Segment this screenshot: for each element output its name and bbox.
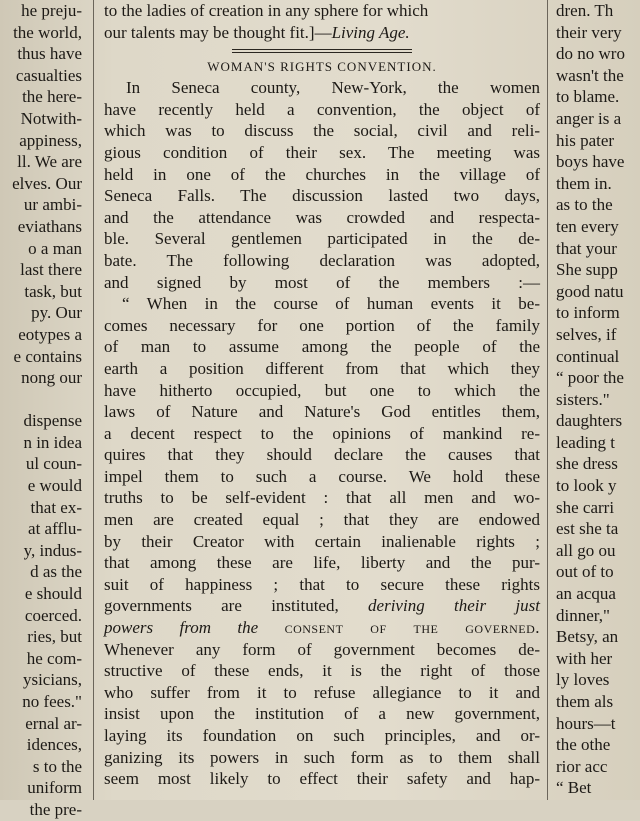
text-line: uniform bbox=[27, 778, 82, 798]
text-line: e should bbox=[24, 584, 82, 604]
text-line: thus have bbox=[17, 44, 82, 64]
text-line: ll. We are bbox=[17, 152, 82, 172]
text-line: Betsy, an bbox=[556, 627, 619, 647]
text-line: the pre- bbox=[29, 799, 82, 819]
text-line: them in. bbox=[556, 173, 612, 193]
text-line: dren. Th bbox=[556, 1, 614, 20]
text-line: o a man bbox=[28, 238, 82, 258]
text-line: that ex- bbox=[30, 497, 82, 517]
text-line: seem most likely to effect their safety and hap- bbox=[104, 769, 540, 789]
text-line: gious condition of their sex. The meeting was bbox=[104, 142, 540, 162]
text-line: men are created equal ; that they are endowed bbox=[104, 510, 540, 530]
text-line: In Seneca county, New-York, the women bbox=[126, 78, 540, 98]
text-line: last there bbox=[20, 260, 82, 280]
left-column bbox=[0, 0, 86, 819]
text-line: ur ambi- bbox=[23, 195, 82, 215]
text-line: n in idea bbox=[23, 432, 82, 452]
text-line: laws of Nature and Nature's God entitles them, bbox=[104, 402, 540, 422]
text-line: dinner," bbox=[556, 605, 610, 625]
text-line: continual bbox=[556, 346, 620, 366]
headline-divider bbox=[232, 49, 412, 53]
intro-source: Living Age. bbox=[331, 22, 410, 42]
text-line: have recently held a convention, the object of bbox=[104, 99, 540, 119]
declaration-small-caps: consent of the governed. bbox=[284, 618, 540, 638]
text-line: appiness, bbox=[19, 130, 82, 150]
text-line: selves, if bbox=[556, 324, 617, 344]
text-line: the here- bbox=[22, 87, 82, 107]
text-line: an acqua bbox=[556, 584, 616, 604]
text-line: to look y bbox=[556, 476, 617, 496]
text-line: quires that they should declare the causes that bbox=[104, 445, 540, 465]
text-line: to inform bbox=[556, 303, 620, 323]
right-column bbox=[554, 0, 640, 800]
text-line: all go ou bbox=[556, 540, 616, 560]
text-line: boys have bbox=[556, 152, 625, 172]
text-line: to blame. bbox=[556, 87, 620, 107]
text-line: held in one of the churches in the village of bbox=[104, 164, 540, 184]
text-line: them als bbox=[556, 692, 614, 711]
text-line: as to the bbox=[556, 195, 613, 215]
text-line: ysicians, bbox=[22, 670, 82, 690]
text-line: est she ta bbox=[556, 519, 619, 539]
text-line: ble. Several gentlemen participated in the de- bbox=[104, 229, 540, 249]
text-line: ten every bbox=[556, 216, 619, 236]
text-line: d as the bbox=[30, 562, 82, 582]
text-line: ernal ar- bbox=[25, 713, 82, 733]
text-line: “ When in the course of human events it be- bbox=[122, 294, 540, 314]
text-line: laying its foundation on such principles, and or- bbox=[104, 726, 540, 745]
text-line: Whenever any form of government becomes de- bbox=[104, 639, 540, 659]
text-line: and the attendance was crowded and respecta- bbox=[104, 207, 540, 227]
intro-line: to the ladies of creation in any sphere for which bbox=[104, 1, 429, 20]
text-line: wasn't the bbox=[556, 65, 624, 85]
text-line: have hitherto occupied, but one to which the bbox=[104, 380, 540, 400]
text-line: good natu bbox=[556, 281, 624, 301]
text-line: by their Creator with certain inalienable rights ; bbox=[104, 531, 540, 551]
text-line: a decent respect to the opinions of mankind re- bbox=[104, 423, 540, 443]
text-line: rior acc bbox=[556, 756, 608, 776]
text-line: the world, bbox=[13, 22, 82, 42]
text-line: ly loves bbox=[556, 670, 610, 690]
text-line: py. Our bbox=[31, 303, 82, 323]
text-line: suit of happiness ; that to secure these rights bbox=[104, 574, 540, 594]
text-line: Notwith- bbox=[20, 108, 82, 128]
text-line: his pater bbox=[556, 130, 615, 150]
text-line: elves. Our bbox=[12, 173, 82, 193]
article-headline: WOMAN'S RIGHTS CONVENTION. bbox=[207, 59, 437, 75]
main-column bbox=[100, 0, 544, 800]
text-line: y, indus- bbox=[23, 540, 82, 560]
declaration-italic: powers from the bbox=[104, 618, 285, 638]
text-line: he preju- bbox=[21, 1, 82, 20]
text-line: eotypes a bbox=[18, 324, 82, 344]
text-line: ganizing its powers in such form as to them shall bbox=[104, 747, 540, 767]
intro-line bbox=[100, 22, 544, 44]
text-line: Seneca Falls. The discussion lasted two days, bbox=[104, 186, 540, 206]
text-line: of man to assume among the people of the bbox=[104, 337, 540, 357]
text-line: dispense bbox=[23, 411, 82, 431]
text-line: he com- bbox=[26, 648, 82, 668]
text-line: anger is a bbox=[556, 108, 622, 128]
text-line: that among these are life, liberty and the pur- bbox=[104, 553, 540, 573]
text-line bbox=[0, 389, 86, 411]
text-line: their very bbox=[556, 22, 622, 42]
text-line: eviathans bbox=[17, 216, 82, 236]
text-line: earth a position different from that which they bbox=[104, 358, 540, 378]
declaration-line bbox=[100, 595, 544, 617]
declaration-paragraph bbox=[100, 293, 544, 595]
text-line: ul coun- bbox=[25, 454, 82, 474]
text-line: hours—t bbox=[556, 713, 616, 733]
text-line: impel them to such a course. We hold these bbox=[104, 466, 540, 486]
text-line: leading t bbox=[556, 432, 616, 452]
text-line: ries, but bbox=[27, 627, 82, 647]
text-line: insist upon the institution of a new government, bbox=[104, 704, 540, 724]
article-paragraph bbox=[100, 77, 544, 293]
column-rule-right bbox=[547, 0, 548, 800]
text-line: the othe bbox=[556, 735, 611, 755]
text-line: s to the bbox=[32, 756, 82, 776]
text-line: which was to discuss the social, civil and reli- bbox=[104, 121, 540, 141]
text-line: coerced. bbox=[24, 605, 82, 625]
text-line: “ poor the bbox=[556, 368, 624, 388]
text-line: truths to be self-evident : that all men and wo- bbox=[104, 488, 540, 508]
text-line: structive of these ends, it is the right of those bbox=[104, 661, 540, 681]
text-line: idences, bbox=[26, 735, 82, 755]
declaration-line bbox=[100, 617, 544, 639]
text-line: who suffer from it to refuse allegiance to it and bbox=[104, 682, 540, 702]
text-line: sisters." bbox=[556, 389, 610, 409]
text-line: daughters bbox=[556, 411, 623, 431]
text-line: bate. The following declaration was adopted, bbox=[104, 250, 540, 270]
text-line: with her bbox=[556, 648, 613, 668]
text-line: no fees." bbox=[22, 692, 82, 711]
declaration-text: governments are instituted, bbox=[104, 596, 369, 616]
text-line: she dress bbox=[556, 454, 618, 474]
text-line: e contains bbox=[13, 346, 82, 366]
text-line: do no wro bbox=[556, 44, 625, 64]
text-line: e would bbox=[27, 476, 82, 496]
text-line: out of to bbox=[556, 562, 614, 582]
text-line: “ Bet bbox=[556, 778, 592, 798]
text-line: nong our bbox=[21, 368, 82, 388]
text-line: comes necessary for one portion of the family bbox=[104, 315, 540, 335]
intro-line-text: our talents may be thought fit.]— bbox=[104, 22, 332, 42]
declaration-italic: deriving their just bbox=[368, 596, 541, 616]
text-line: at afflu- bbox=[28, 519, 82, 539]
declaration-continuation bbox=[100, 639, 544, 790]
text-line: She supp bbox=[556, 260, 618, 280]
text-line: she carri bbox=[556, 497, 615, 517]
column-rule-left bbox=[93, 0, 94, 800]
text-line: that your bbox=[556, 238, 617, 258]
text-line: and signed by most of the members :— bbox=[104, 272, 540, 292]
text-line: task, but bbox=[24, 281, 82, 301]
text-line: casualties bbox=[15, 65, 82, 85]
